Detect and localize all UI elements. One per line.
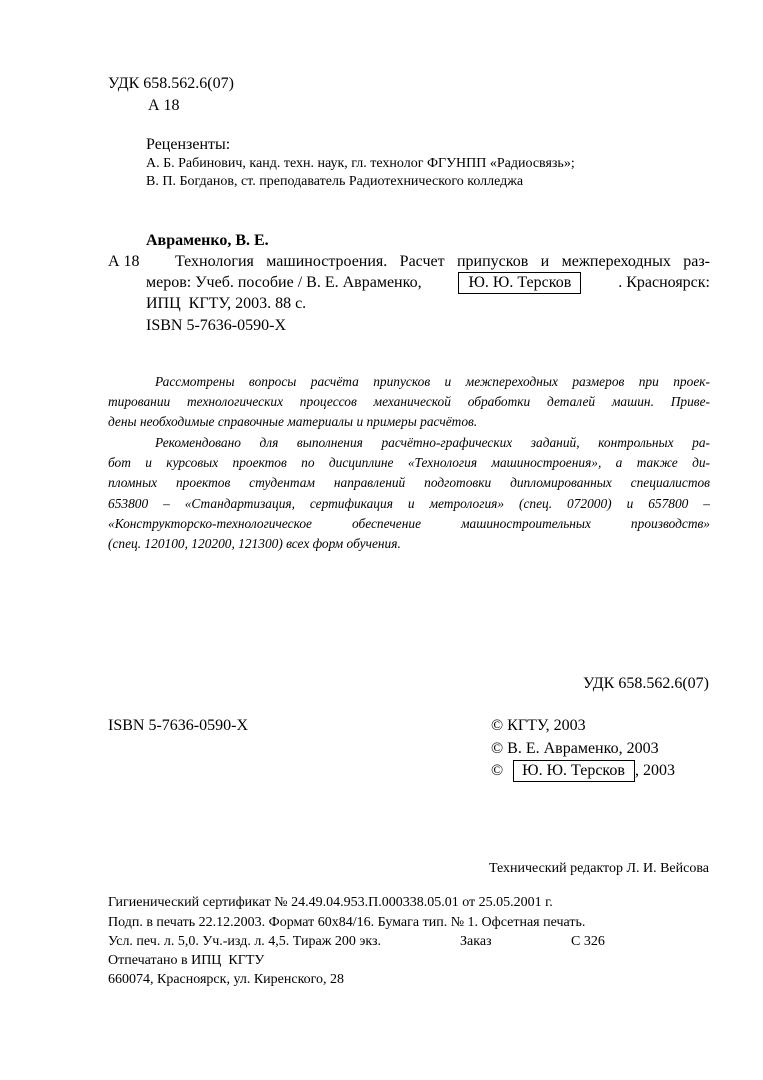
- reviewer-line: А. Б. Рабинович, канд. техн. наук, гл. технолог ФГУНПП «Радиосвязь»;: [146, 156, 575, 171]
- title-line-start: меров: Учеб. пособие / В. Е. Авраменко,: [146, 274, 422, 291]
- hygiene-certificate: Гигиенический сертификат № 24.49.04.953.П.000338.05.01 от 25.05.2001 г.: [108, 895, 553, 910]
- udk-code-top: УДК 658.562.6(07): [108, 75, 234, 92]
- abstract-line: (спец. 120100, 120200, 121300) всех форм обучения.: [108, 536, 401, 551]
- abstract-line: 653800 – «Стандартизация, сертификация и метрология» (спец. 072000) и 657800 –: [108, 496, 710, 511]
- coauthor-box: Ю. Ю. Терсков: [513, 760, 635, 782]
- title-line-2: [146, 272, 710, 294]
- printed-at: Отпечатано в ИПЦ КГТУ: [108, 953, 265, 968]
- copyright-year: , 2003: [634, 762, 675, 779]
- technical-editor: Технический редактор Л. И. Вейсова: [488, 861, 709, 876]
- copyright-author: © В. Е. Авраменко, 2003: [491, 740, 659, 757]
- copyright-symbol: ©: [491, 762, 504, 779]
- printer-address: 660074, Красноярск, ул. Киренского, 28: [108, 972, 345, 987]
- copyright-coauthor: [491, 760, 675, 782]
- classification-code: А 18: [108, 253, 140, 270]
- abstract-line: «Конструкторско-технологическое обеспечение машиностроительных производств»: [108, 516, 710, 531]
- sheet-details: Усл. печ. л. 5,0. Уч.-изд. л. 4,5. Тираж 200 экз.: [108, 934, 382, 949]
- publisher-line: ИПЦ КГТУ, 2003. 88 с.: [146, 295, 307, 312]
- classification-code-top: А 18: [148, 97, 180, 114]
- title-line: Технология машиностроения. Расчет припусков и межпереходных раз-: [175, 253, 710, 270]
- order-label: Заказ: [460, 934, 492, 949]
- abstract-line: Рекомендовано для выполнения расчётно-графических заданий, контрольных ра-: [155, 435, 710, 450]
- abstract-line: пломных проектов студентам направлений подготовки дипломированных специалистов: [108, 475, 710, 490]
- reviewers-heading: Рецензенты:: [146, 136, 231, 153]
- isbn-line: ISBN 5-7636-0590-X: [146, 317, 286, 334]
- co-author-box: Ю. Ю. Терсков: [458, 272, 581, 294]
- isbn-bottom: ISBN 5-7636-0590-X: [108, 717, 248, 734]
- reviewer-line: В. П. Богданов, ст. преподаватель Радиотехнического колледжа: [146, 174, 524, 189]
- author-name: Авраменко, В. Е.: [146, 232, 269, 249]
- abstract-line: бот и курсовых проектов по дисциплине «Технология машиностроения», а также ди-: [108, 455, 710, 470]
- abstract-line: дены необходимые справочные материалы и примеры расчётов.: [108, 414, 478, 429]
- title-line-end: . Красноярск:: [618, 274, 710, 291]
- abstract-line: Рассмотрены вопросы расчёта припусков и межпереходных размеров при проек-: [155, 374, 710, 389]
- print-details: Подп. в печать 22.12.2003. Формат 60x84/16. Бумага тип. № 1. Офсетная печать.: [108, 915, 586, 930]
- udk-code-bottom: УДК 658.562.6(07): [583, 675, 709, 692]
- abstract-line: тировании технологических процессов механической обработки деталей машин. Приве-: [108, 394, 710, 409]
- order-number: С 326: [571, 934, 605, 949]
- copyright-university: © КГТУ, 2003: [491, 717, 586, 734]
